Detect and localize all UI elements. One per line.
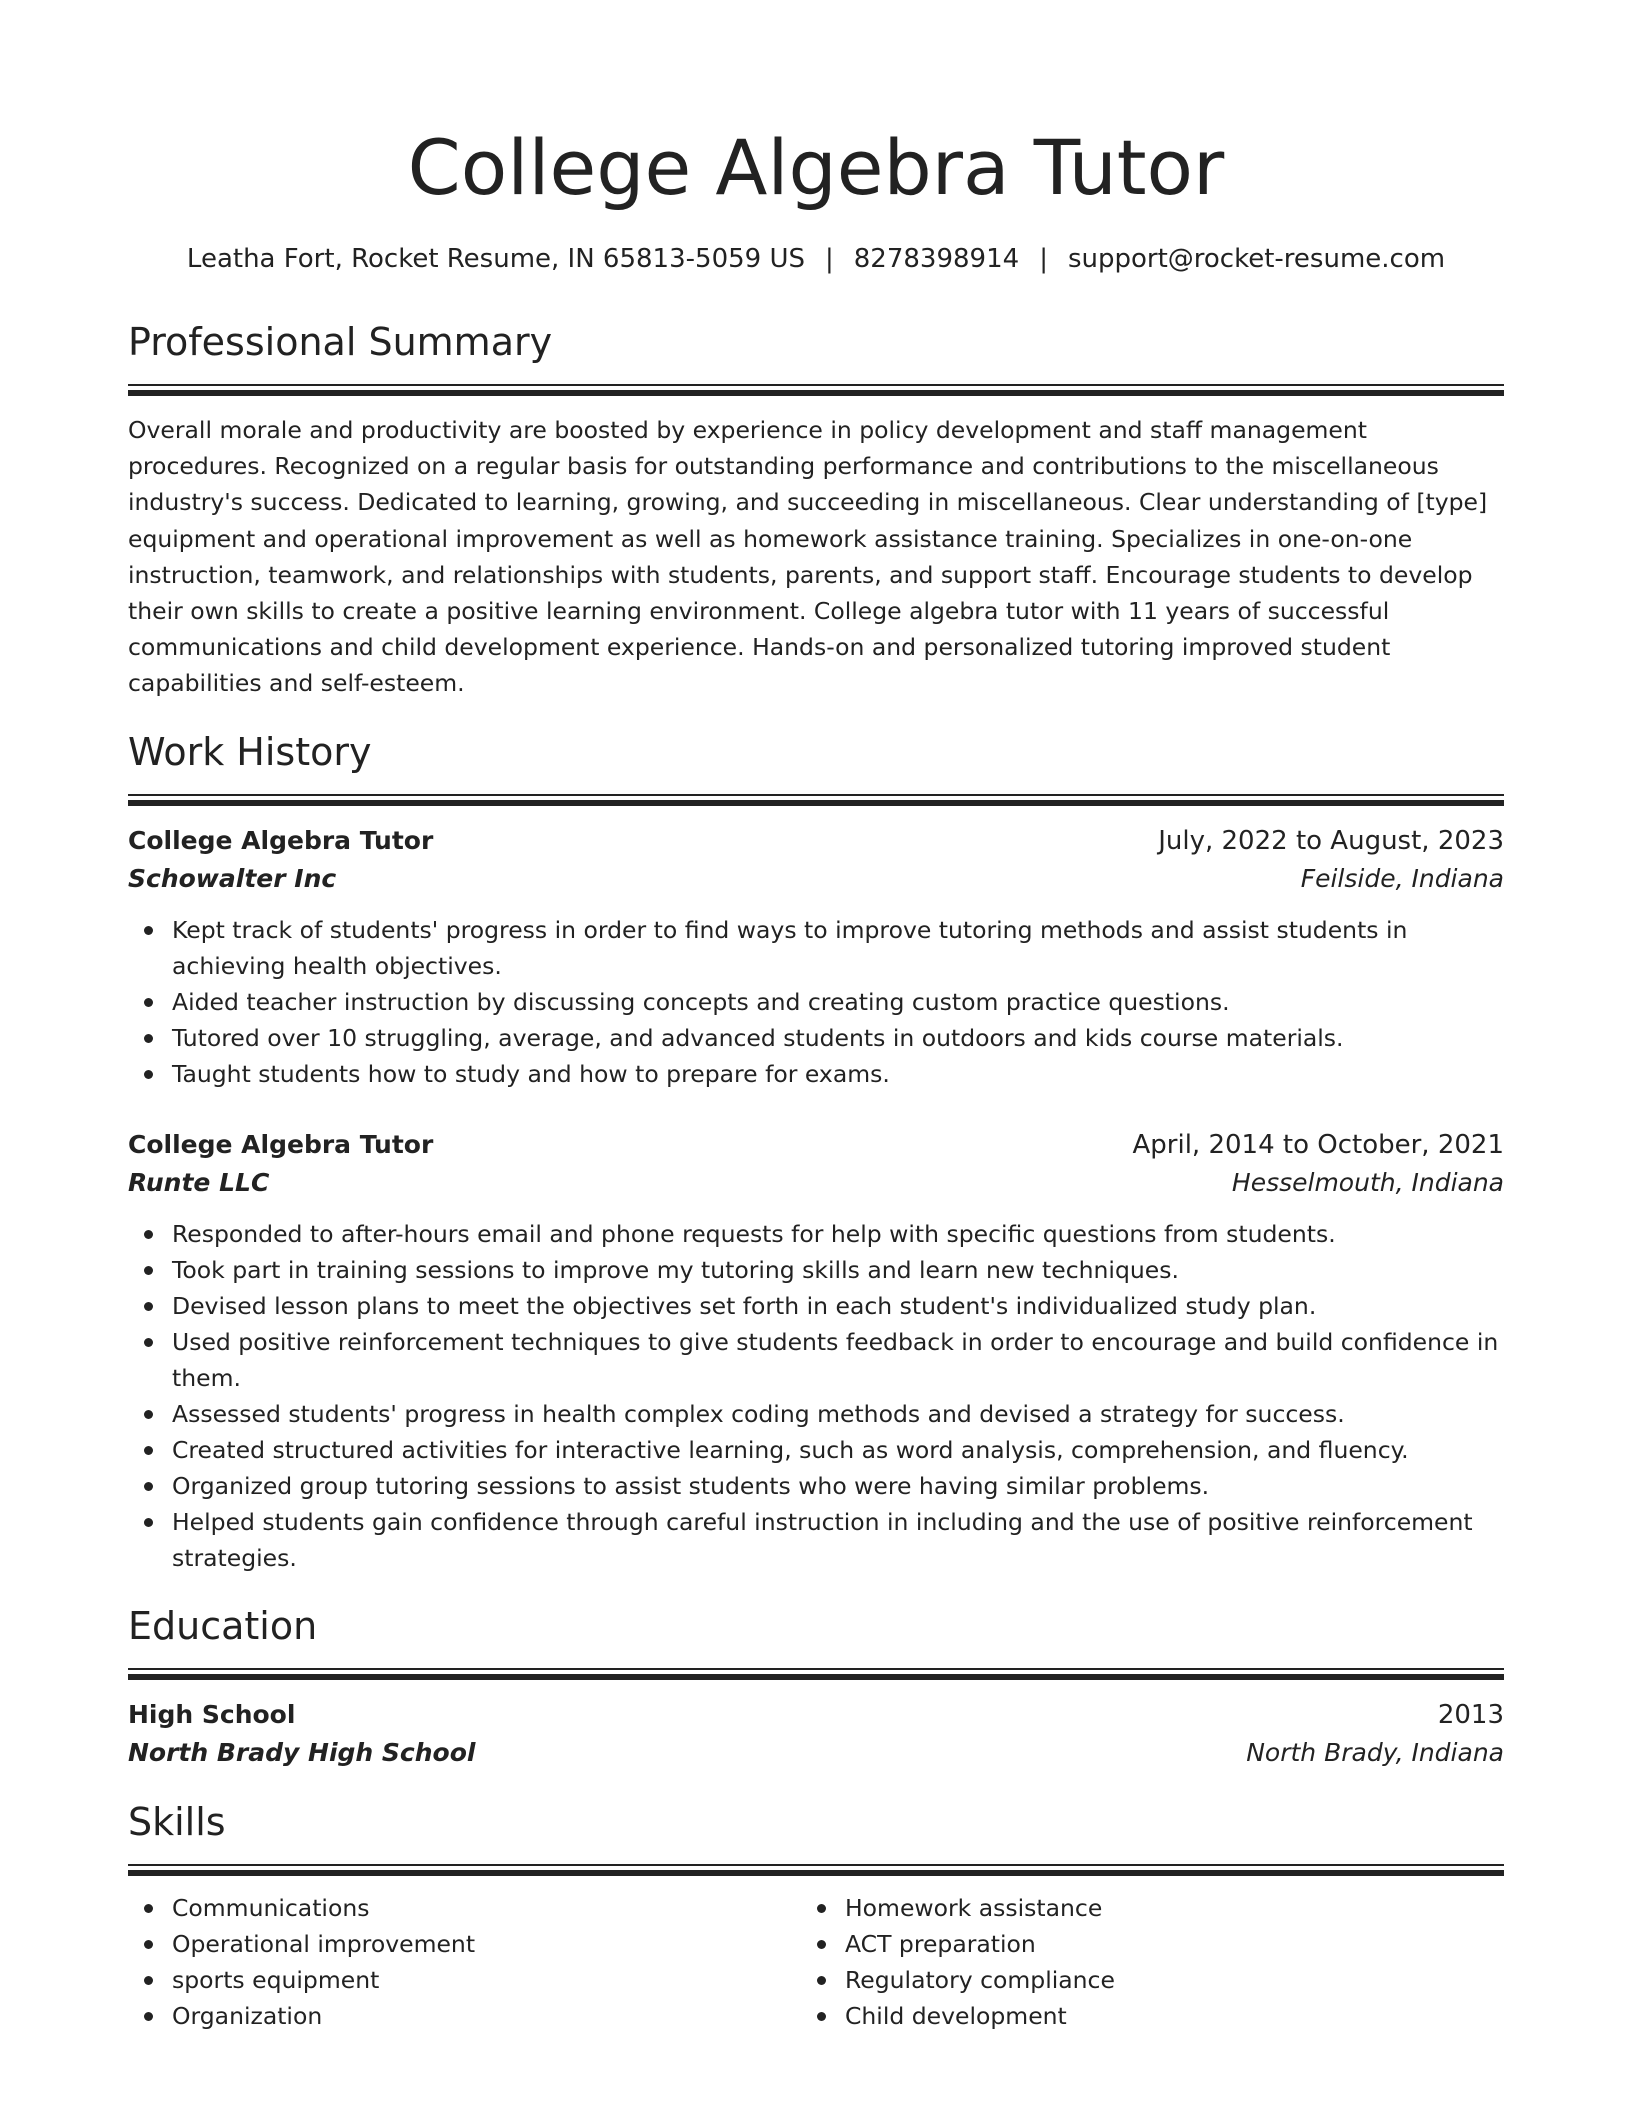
skill-item: sports equipment bbox=[172, 1962, 801, 1998]
job-company: Runte LLC bbox=[128, 1167, 270, 1197]
resume-title: College Algebra Tutor bbox=[407, 123, 1225, 212]
section-rule bbox=[128, 384, 1504, 396]
contact-email: support@rocket-resume.com bbox=[1067, 244, 1446, 274]
skill-item: Operational improvement bbox=[172, 1926, 801, 1962]
education-school: North Brady High School bbox=[128, 1737, 476, 1767]
section-rule bbox=[128, 1864, 1504, 1876]
job-bullet: Organized group tutoring sessions to assist students who were having similar problems. bbox=[172, 1468, 1504, 1504]
job-location: Feilside, Indiana bbox=[1300, 863, 1504, 893]
job-entry bbox=[128, 822, 1504, 1092]
job-company-row bbox=[128, 860, 1504, 898]
job-bullet: Assessed students' progress in health complex coding methods and devised a strategy for success. bbox=[172, 1396, 1504, 1432]
skill-item: Homework assistance bbox=[845, 1890, 1474, 1926]
skills-grid bbox=[128, 1890, 1504, 2034]
work-history-section bbox=[128, 728, 1504, 1576]
education-school-row bbox=[128, 1734, 1504, 1772]
skill-item: ACT preparation bbox=[845, 1926, 1474, 1962]
job-bullet: Kept track of students' progress in order to find ways to improve tutoring methods and assist students in achieving health objectives. bbox=[172, 912, 1504, 984]
education-degree: High School bbox=[128, 1699, 296, 1729]
summary-text: Overall morale and productivity are boosted by experience in policy development and staff management procedures. Recognized on a regular basis for outstanding performance and contributions to the miscellaneous industry's success. Dedicated to learning, growing, and succeeding in miscellaneous. Clear understanding of [type] equipment and operational improvement as well as homework assistance training. Specializes in one-on-one instruction, teamwork, and relationships with students, parents, and support staff. Encourage students to develop their own skills to create a positive learning environment. College algebra tutor with 11 years of successful communications and child development experience. Hands-on and personalized tutoring improved student capabilities and self-esteem. bbox=[128, 416, 1488, 698]
education-header-row bbox=[128, 1696, 1504, 1734]
education-entry bbox=[128, 1696, 1504, 1772]
job-company: Schowalter Inc bbox=[128, 863, 337, 893]
contact-separator: | bbox=[1039, 244, 1048, 274]
section-heading-work-history: Work History bbox=[128, 729, 372, 774]
job-bullet: Taught students how to study and how to prepare for exams. bbox=[172, 1056, 1504, 1092]
skills-list bbox=[801, 1890, 1474, 2034]
job-header-row bbox=[128, 1126, 1504, 1164]
section-heading-summary: Professional Summary bbox=[128, 320, 553, 364]
section-rule bbox=[128, 794, 1504, 806]
job-bullet: Took part in training sessions to improve my tutoring skills and learn new techniques. bbox=[172, 1252, 1504, 1288]
job-bullet: Created structured activities for interactive learning, such as word analysis, comprehension, and fluency. bbox=[172, 1432, 1504, 1468]
section-heading-education: Education bbox=[128, 1603, 318, 1648]
skill-item: Regulatory compliance bbox=[845, 1962, 1474, 1998]
summary-section bbox=[128, 318, 1504, 702]
job-bullet: Helped students gain confidence through careful instruction in including and the use of positive reinforcement strategies. bbox=[172, 1504, 1504, 1576]
job-location: Hesselmouth, Indiana bbox=[1231, 1167, 1504, 1197]
job-bullet: Responded to after-hours email and phone requests for help with specific questions from students. bbox=[172, 1216, 1504, 1252]
job-dates: April, 2014 to October, 2021 bbox=[1132, 1129, 1504, 1160]
job-bullet-list bbox=[128, 1216, 1504, 1576]
skill-item: Organization bbox=[172, 1998, 801, 2034]
job-bullet: Used positive reinforcement techniques to give students feedback in order to encourage and build confidence in them. bbox=[172, 1324, 1504, 1396]
job-bullet: Aided teacher instruction by discussing concepts and creating custom practice questions. bbox=[172, 984, 1504, 1020]
contact-phone: 8278398914 bbox=[853, 244, 1020, 274]
skills-column-right bbox=[801, 1890, 1474, 2034]
education-section bbox=[128, 1602, 1504, 1772]
skill-item: Communications bbox=[172, 1890, 801, 1926]
job-bullet-list bbox=[128, 912, 1504, 1092]
job-dates: July, 2022 to August, 2023 bbox=[1158, 825, 1504, 856]
contact-separator: | bbox=[825, 244, 834, 274]
job-title: College Algebra Tutor bbox=[128, 1129, 434, 1159]
job-header-row bbox=[128, 822, 1504, 860]
contact-address: Leatha Fort, Rocket Resume, IN 65813-5059 US bbox=[186, 244, 805, 274]
skills-list bbox=[128, 1890, 801, 2034]
education-location: North Brady, Indiana bbox=[1246, 1737, 1504, 1767]
skills-column-left bbox=[128, 1890, 801, 2034]
job-bullet: Tutored over 10 struggling, average, and advanced students in outdoors and kids course materials. bbox=[172, 1020, 1504, 1056]
contact-line bbox=[128, 242, 1504, 276]
job-company-row bbox=[128, 1164, 1504, 1202]
job-title: College Algebra Tutor bbox=[128, 825, 434, 855]
section-rule bbox=[128, 1668, 1504, 1680]
skills-section bbox=[128, 1798, 1504, 2034]
skill-item: Child development bbox=[845, 1998, 1474, 2034]
job-entry bbox=[128, 1126, 1504, 1576]
section-heading-skills: Skills bbox=[128, 1799, 226, 1844]
education-year: 2013 bbox=[1437, 1699, 1504, 1730]
job-bullet: Devised lesson plans to meet the objectives set forth in each student's individualized study plan. bbox=[172, 1288, 1504, 1324]
